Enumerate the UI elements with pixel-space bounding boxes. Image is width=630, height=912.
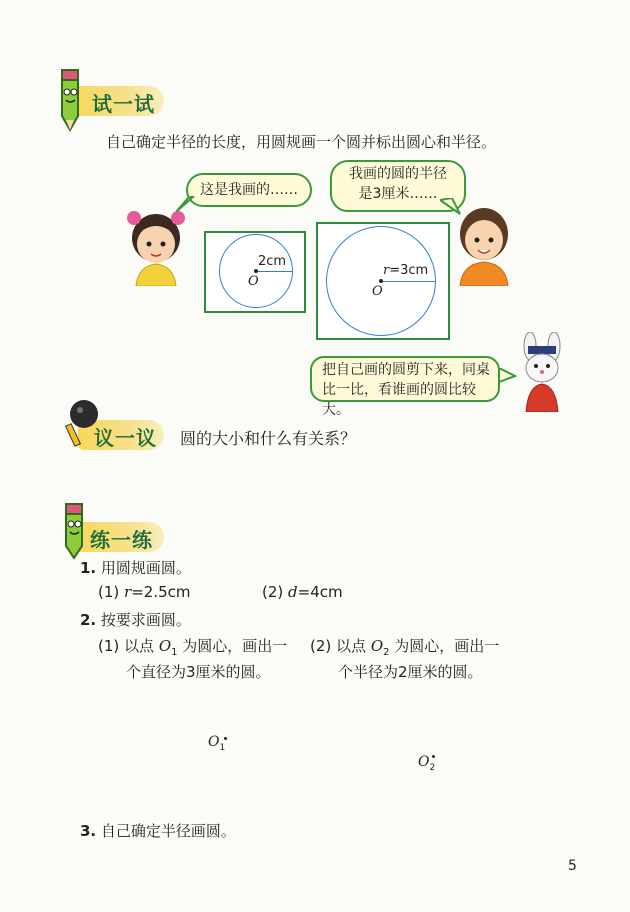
girl-bubble-text: 这是我画的…… [200, 182, 298, 198]
q2-b-sub: 2 [383, 647, 390, 658]
q3-text: 自己确定半径画圆。 [100, 822, 236, 840]
large-center-label: O [372, 284, 383, 299]
large-radius-label [383, 263, 428, 278]
point-o1-label: O [208, 734, 220, 750]
try-instruction: 自己确定半径的长度，用圆规画一个圆并标出圆心和半径。 [106, 133, 497, 151]
q2-b-line1 [310, 635, 499, 658]
q1-line [80, 557, 191, 578]
q1-b-prefix: (2) [262, 583, 284, 601]
rabbit-illustration [516, 332, 570, 412]
rabbit-bubble-tail [497, 368, 517, 386]
q1-a-prefix: (1) [98, 583, 120, 601]
boy-bubble-line2: 是3厘米…… [358, 186, 438, 202]
pencil-mascot-icon-2 [56, 500, 92, 562]
q1-b [262, 583, 343, 601]
point-o1-dot [224, 737, 227, 740]
practice-section-title: 练一练 [90, 528, 153, 552]
small-center-label: O [248, 274, 259, 289]
q2-b-point: O [370, 637, 384, 655]
q3-line [80, 820, 236, 841]
q2-a-line2: 个直径为3厘米的圆。 [126, 663, 271, 681]
q2-b-prefix: (2) 以点 [310, 637, 367, 655]
rabbit-bubble-line1: 把自己画的圆剪下来，同桌 [322, 362, 490, 378]
try-section-title: 试一试 [92, 92, 155, 116]
point-o2-sub: 2 [429, 762, 436, 773]
girl-speech-bubble [186, 173, 312, 207]
large-radius-line [381, 281, 436, 282]
q2-number: 2. [80, 611, 97, 629]
small-center-dot [254, 269, 258, 273]
large-radius-value: =3cm [389, 263, 429, 278]
girl-illustration [124, 204, 188, 286]
point-o1 [208, 734, 225, 753]
discuss-question: 圆的大小和什么有关系？ [180, 429, 357, 448]
q2-a-rest: 为圆心，画出一 [182, 637, 288, 655]
q2-b-rest: 为圆心，画出一 [394, 637, 500, 655]
q2-a-point: O [158, 637, 172, 655]
rabbit-speech-bubble [310, 356, 500, 418]
q1-a [98, 583, 191, 601]
q2-b-line2: 个半径为2厘米的圆。 [338, 663, 483, 681]
large-center-dot [379, 279, 383, 283]
boy-illustration [452, 200, 516, 286]
point-o2-label: O [418, 754, 430, 770]
q1-number: 1. [80, 559, 97, 577]
q1-b-var: d [288, 583, 298, 601]
pencil-mascot-icon [52, 66, 88, 134]
point-o2-dot [432, 755, 435, 758]
q2-line [80, 609, 191, 630]
q1-a-value: =2.5cm [131, 583, 191, 601]
page-number: 5 [568, 858, 577, 874]
boy-bubble-line1: 我画的圆的半径 [349, 166, 447, 182]
q1-b-value: =4cm [297, 583, 343, 601]
small-radius-line [256, 271, 293, 272]
small-radius-label: 2cm [258, 254, 287, 269]
q2-a-line1 [98, 635, 287, 658]
large-radius-var: r [383, 263, 390, 278]
q1-a-var: r [124, 583, 132, 601]
rabbit-bubble-line2: 比一比，看谁画的圆比较大。 [322, 382, 476, 418]
q2-a-sub: 1 [171, 647, 178, 658]
point-o1-sub: 1 [219, 742, 226, 753]
q2-text: 按要求画圆。 [100, 611, 191, 629]
discuss-section-title: 议一议 [94, 426, 157, 450]
q3-number: 3. [80, 822, 97, 840]
q2-a-prefix: (1) 以点 [98, 637, 155, 655]
q1-text: 用圆规画圆。 [100, 559, 191, 577]
